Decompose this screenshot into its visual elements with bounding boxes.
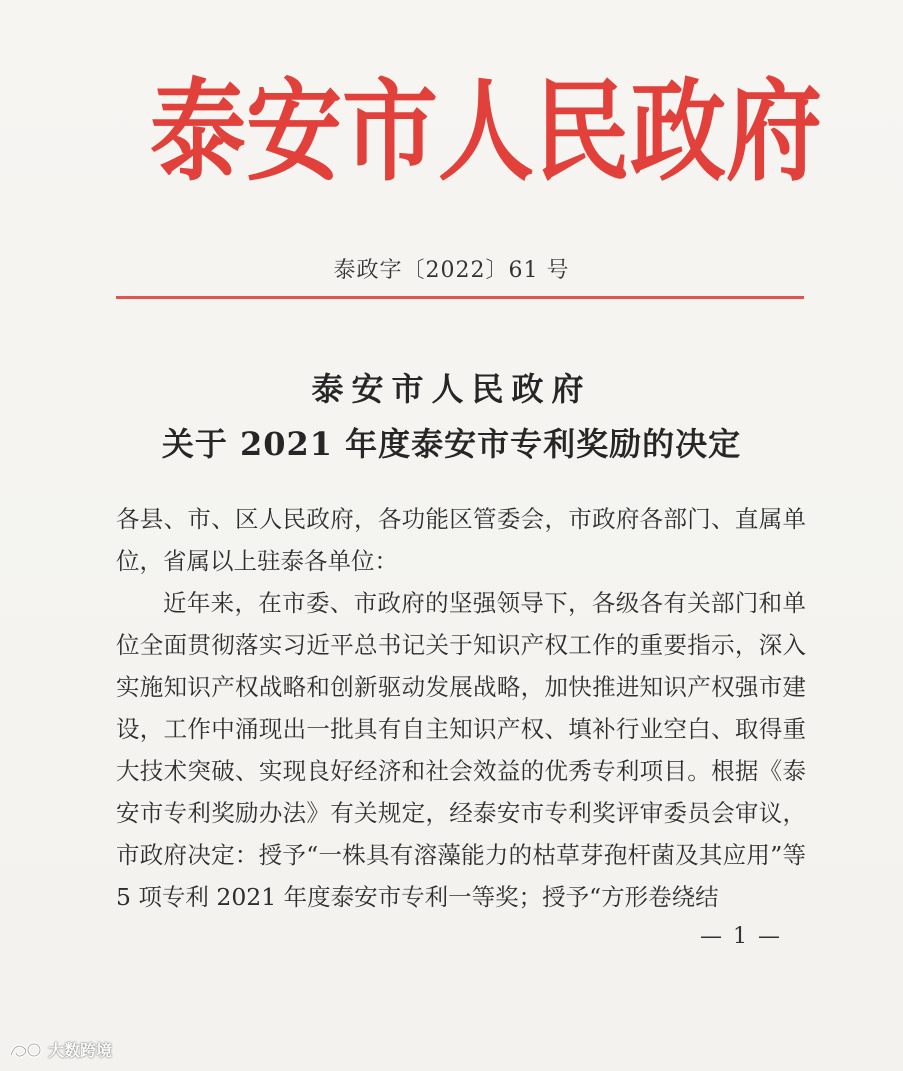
issuer-char: 泰 [150,66,246,197]
document-title-issuer: 泰安市人民政府 [311,370,592,408]
brand-logo-icon [8,1039,42,1061]
watermark [8,1038,112,1061]
recipients-paragraph: 各县、市、区人民政府，各功能区管委会，市政府各部门、直属单位，省属以上驻泰各单位： [116,505,806,575]
issuer-char: 府 [726,66,822,197]
document-title-subject: 关于 2021 年度泰安市专利奖励的决定 [161,425,742,463]
issuer-char: 民 [534,66,630,197]
issuer-char: 市 [342,66,438,197]
issuer-char: 安 [246,66,342,197]
issuer-char: 人 [438,66,534,197]
watermark-text: 大数跨境 [48,1041,113,1060]
body-paragraph: 近年来，在市委、市政府的坚强领导下，各级各有关部门和单位全面贯彻落实习近平总书记关于知识产权工作的重要指示，深入实施知识产权战略和创新驱动发展战略，加快推进知识产权强市建设，工作中涌现出一批具有自主知识产权、填补行业空白、取得重大技术突破、实现良好经济和社会效益的优秀专利项目。根据《泰安市专利奖励办法》有关规定，经泰安市专利奖评审委员会审议，市政府决定：授予“一株具有溶藻能力的枯草芽孢杆菌及其应用”等 5 项专利 2021 年度泰安市专利一等奖；授予“方形卷绕结 [116,589,806,911]
page-number: — 1 — [700,924,782,949]
document-body [116,498,806,918]
document-number: 泰政字〔2022〕61 号 [333,258,570,283]
issuer-header [150,66,822,197]
issuer-char: 政 [630,66,726,197]
red-divider [116,296,804,299]
